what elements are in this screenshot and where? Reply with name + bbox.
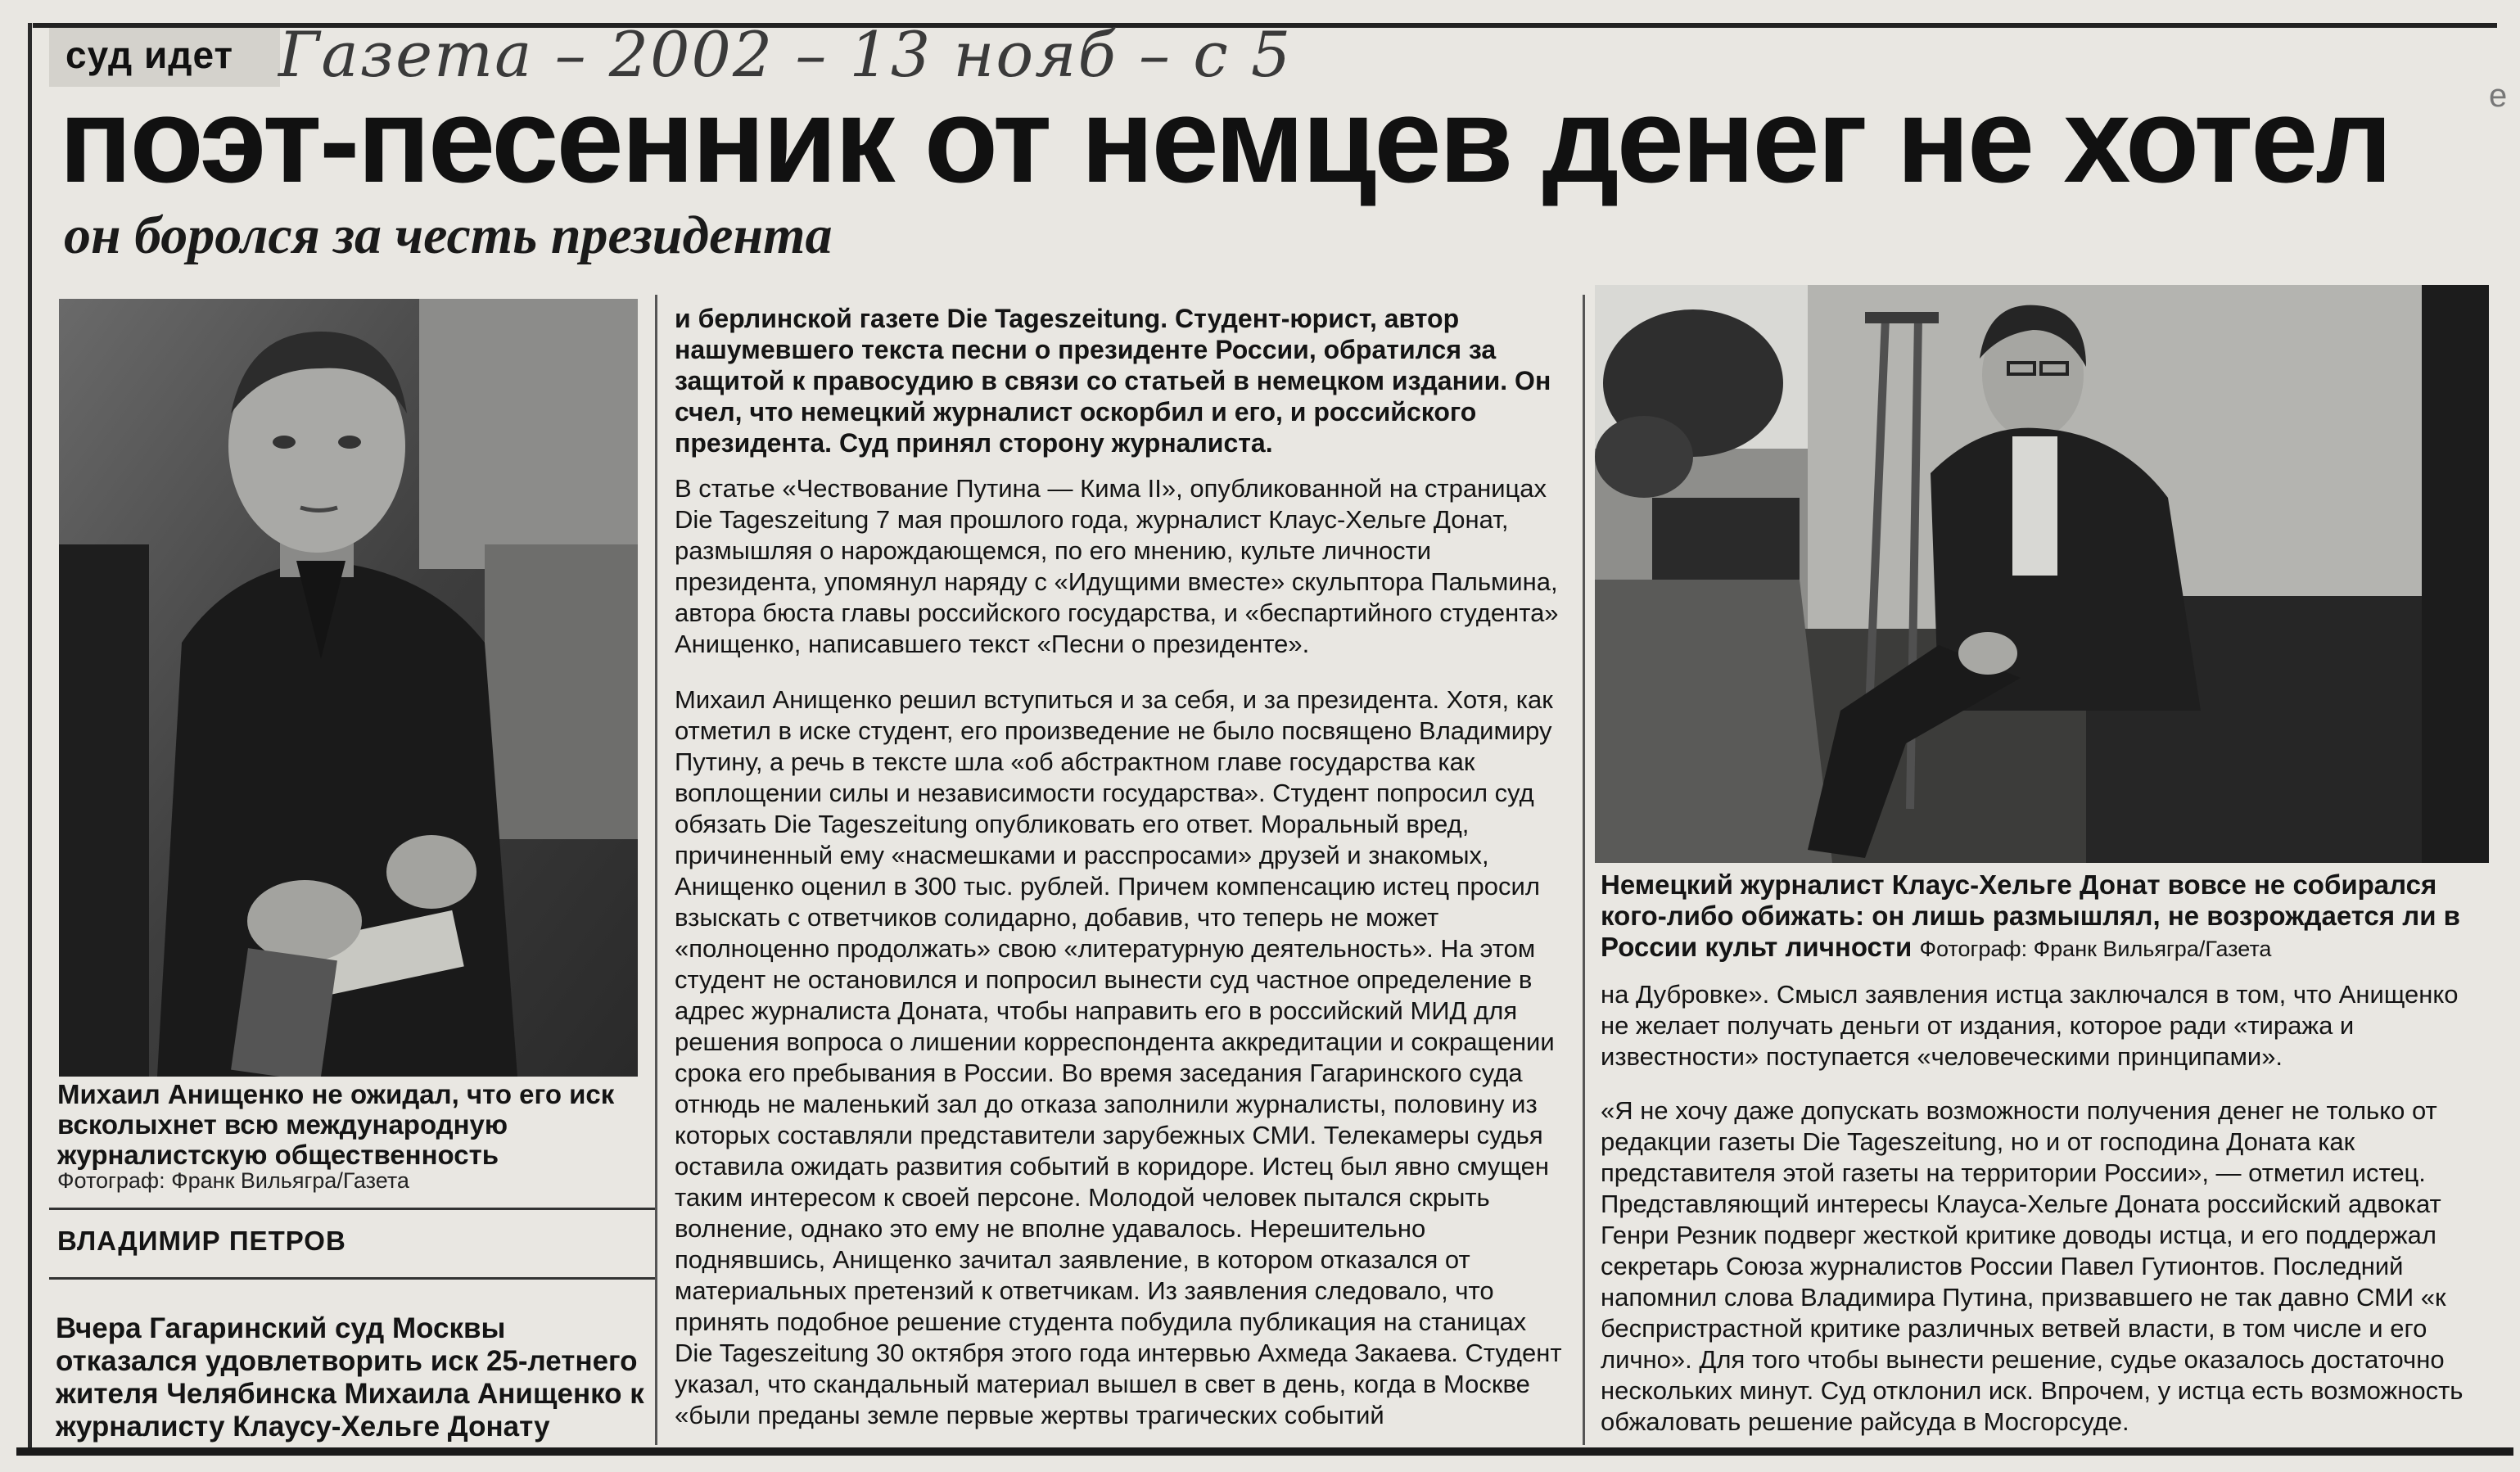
headline: поэт-песенник от немцев денег не хотел xyxy=(59,73,2391,208)
article-lead-continued: и берлинской газете Die Tageszeitung. Студент-юрист, автор нашумевшего текста песни о президенте России, обратился за защитой к правосудию в связи со статьей в немецком издании. Он счел, что немецкий журналист оскорбил и его, и российского президента. Суд принял сторону журналиста. xyxy=(675,304,1551,458)
edge-text-fragment: е xyxy=(2489,78,2508,114)
byline: ВЛАДИМИР ПЕТРОВ xyxy=(57,1226,346,1256)
photo1-credit: Фотограф: Франк Вильягра/Газета xyxy=(57,1168,409,1193)
photo1-caption: Михаил Анищенко не ожидал, что его иск всколыхнет всю международную журналистскую общественность xyxy=(57,1079,615,1170)
left-border-rule xyxy=(28,23,32,1447)
handwritten-source-note: Газета – 2002 – 13 нояб – с 5 xyxy=(278,18,1293,91)
rubric-label: суд идет xyxy=(65,34,233,76)
byline-top-rule xyxy=(49,1208,655,1210)
photo-donat xyxy=(1595,285,2489,863)
paragraph: Михаил Анищенко решил вступиться и за себя, и за президента. Хотя, как отметил в иске студент, его произведение не было посвящено Владимиру Путину, а речь в тексте шла «об абстрактном главе государства как воплощении силы и независимости государства». Студент попросил суд обязать Die Tageszeitung опубликовать его ответ. Моральный вред, причиненный ему «насмешками и расспросами» друзей и знакомых, Анищенко оценил в 300 тыс. рублей. Причем компенсацию истец просил взыскать с ответчиков солидарно, добавив, что теперь не может «полноценно продолжать» свою «литературную деятельность». На этом студент не остановился и попросил вынести суд частное определение в адрес журналиста Доната, чтобы направить его в российский МИД для решения вопроса о лишении корреспондента аккредитации и сокращении срока его пребывания в России. Во время заседания Гагаринского суда отнюдь не маленький зал до отказа заполнили журналисты, половину из которых составляли представители зарубежных СМИ. Телекамеры судья оставила ожидать развития событий в коридоре. Истец был явно смущен таким интересом к своей персоне. Молодой человек пытался скрыть волнение, однако это ему не вполне удавалось. Нерешительно поднявшись, Анищенко зачитал заявление, в котором отказался от материальных претензий к ответчикам. Из заявления следовало, что принять подобное решение студента побудила публикация на станицах Die Tageszeitung 30 октября этого года интервью Ахмеда Закаева. Студент указал, что скандальный материал вышел в свет в день, когда в Москве «были преданы земле первые жертвы трагических событий xyxy=(675,685,1562,1429)
byline-bottom-rule xyxy=(49,1277,655,1280)
photo-anishchenko xyxy=(59,299,638,1077)
subheadline: он боролся за честь президента xyxy=(64,205,833,265)
photo2-credit: Фотограф: Франк Вильягра/Газета xyxy=(1919,937,2272,961)
article-lead-start: Вчера Гагаринский суд Москвы отказался удовлетворить иск 25-летнего жителя Челябинска Михаила Анищенко к журналисту Клаусу-Хельге Донату xyxy=(56,1312,644,1443)
photo2-caption-text: Немецкий журналист Клаус-Хельге Донат вовсе не собирался кого-либо обижать: он лишь размышлял, не возрождается ли в России культ личности xyxy=(1601,869,2460,962)
column-rule-left xyxy=(655,295,657,1445)
article-body-middle xyxy=(675,473,1563,1456)
paragraph: В статье «Чествование Путина — Кима II», опубликованной на страницах Die Tageszeitung 7 мая прошлого года, журналист Клаус-Хельге Донат, размышляя о нарождающемся, по его мнению, культе личности президента, упомянул наряду с «Идущими вместе» скульптора Пальмина, автора бюста главы российского государства, и «беспартийного студента» Анищенко, написавшего текст «Песни о президенте». xyxy=(675,474,1559,658)
article-body-right xyxy=(1601,979,2485,1461)
paragraph: на Дубровке». Смысл заявления истца заключался в том, что Анищенко не желает получать деньги от издания, которое ради «тиража и известности» поступается «человеческими принципами». xyxy=(1601,980,2459,1071)
column-rule-right xyxy=(1583,295,1585,1445)
paragraph: «Я не хочу даже допускать возможности получения денег не только от редакции газеты Die Tageszeitung, но и от господина Доната как представителя этой газеты на территории России», — отметил истец. Представляющий интересы Клауса-Хельге Доната российский адвокат Генри Резник подверг жесткой критике доводы истца, и его поддержал секретарь Союза журналистов России Павел Гутионтов. Последний напомнил слова Владимира Путина, призвавшего не так давно СМИ «к беспристрастной критике различных ветвей власти, в том числе и его лично». Для того чтобы вынести решение, судье оказалось достаточно нескольких минут. Суд отклонил иск. Впрочем, у истца есть возможность обжаловать решение райсуда в Мосгорсуде. xyxy=(1601,1096,2464,1436)
photo2-caption xyxy=(1601,869,2485,964)
